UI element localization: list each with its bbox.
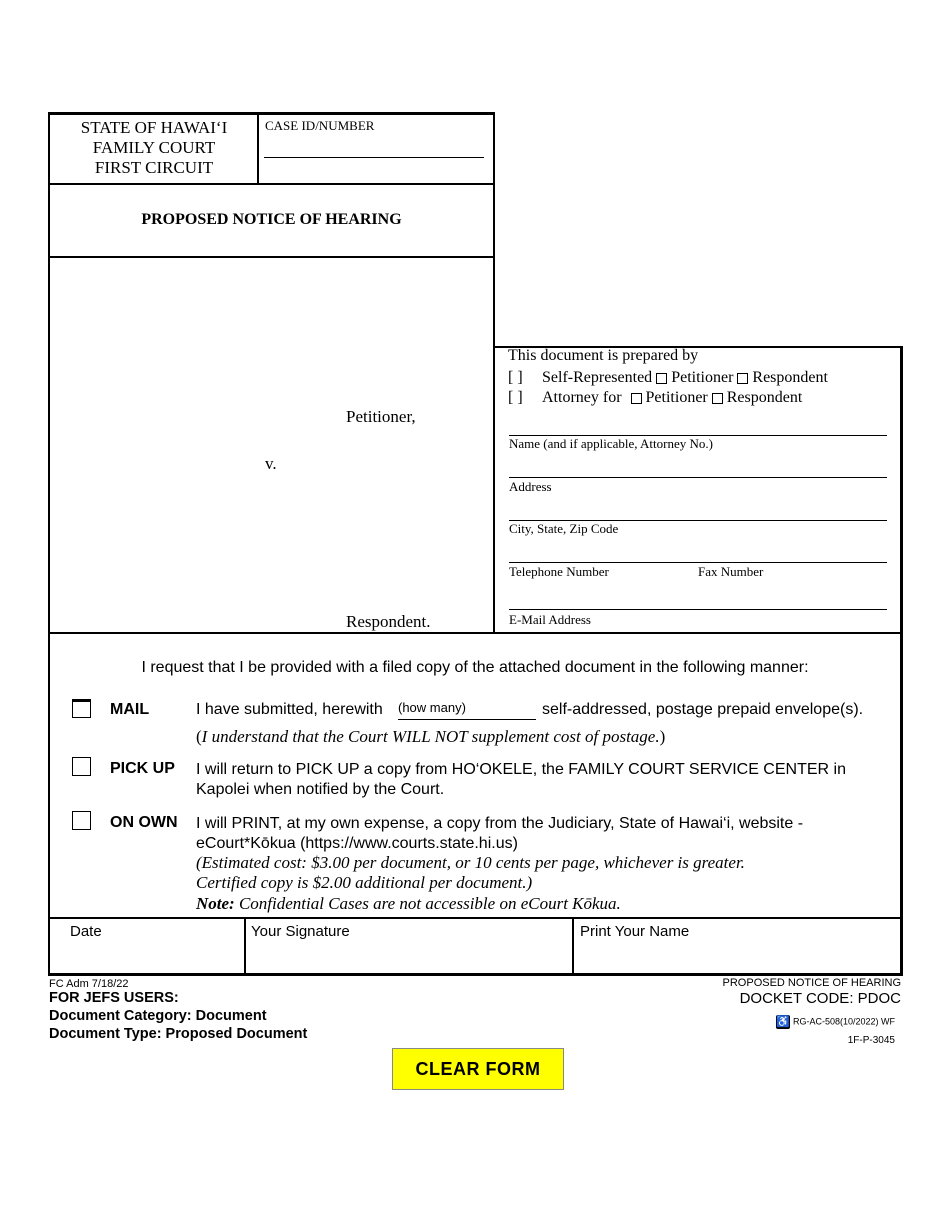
header-top-border bbox=[48, 112, 495, 115]
signature-input[interactable] bbox=[249, 942, 569, 970]
address-underline bbox=[509, 477, 887, 478]
mail-note-close: ) bbox=[659, 727, 666, 746]
document-title: PROPOSED NOTICE OF HEARING bbox=[141, 211, 402, 228]
signature-top-border bbox=[48, 917, 903, 919]
print-name-input[interactable] bbox=[577, 942, 897, 970]
court-name bbox=[50, 118, 258, 178]
date-label: Date bbox=[70, 923, 102, 940]
pickup-text bbox=[196, 760, 846, 800]
own-cost-line-2: Certified copy is $2.00 additional per document.) bbox=[196, 873, 533, 892]
self-represented-checkbox[interactable]: [ ] bbox=[508, 369, 523, 386]
prepared-by-title: This document is prepared by bbox=[508, 347, 699, 364]
city-label: City, State, Zip Code bbox=[509, 521, 619, 536]
own-checkbox[interactable] bbox=[72, 811, 91, 830]
attorney-respondent-label: Respondent bbox=[726, 389, 803, 406]
request-top-border bbox=[48, 632, 903, 634]
self-respondent-label: Respondent bbox=[752, 369, 828, 386]
own-confidential-note bbox=[196, 894, 621, 914]
ada-code-block bbox=[776, 1015, 895, 1029]
case-id-input[interactable] bbox=[265, 138, 483, 156]
pickup-line-2: Kapolei when notified by the Court. bbox=[196, 781, 445, 798]
own-note-label: Note: bbox=[196, 894, 235, 913]
address-label: Address bbox=[509, 479, 552, 494]
email-underline bbox=[509, 609, 887, 610]
signature-bottom-border bbox=[48, 973, 903, 976]
how-many-input[interactable]: (how many) bbox=[398, 700, 536, 720]
own-cost-line-1: (Estimated cost: $3.00 per document, or 10 cents per page, whichever is greater. bbox=[196, 853, 745, 872]
ada-code: RG-AC-508(10/2022) WF bbox=[792, 1016, 895, 1027]
petitioner-label: Petitioner, bbox=[346, 407, 416, 426]
footer-title: PROPOSED NOTICE OF HEARING bbox=[722, 977, 901, 989]
email-input[interactable] bbox=[509, 588, 887, 608]
form-id: FC Adm 7/18/22 bbox=[49, 978, 129, 990]
name-label: Name (and if applicable, Attorney No.) bbox=[509, 436, 713, 451]
self-petitioner-checkbox[interactable] bbox=[656, 373, 667, 384]
fax-label: Fax Number bbox=[698, 564, 764, 579]
attorney-petitioner-label: Petitioner bbox=[645, 389, 708, 406]
versus-label: v. bbox=[265, 454, 277, 473]
court-state: STATE OF HAWAI‘I bbox=[80, 118, 228, 137]
mail-note-open: ( bbox=[196, 727, 202, 746]
petitioner-name-field[interactable] bbox=[55, 265, 485, 395]
pickup-line-1: I will return to PICK UP a copy from HO‘OKELE, the FAMILY COURT SERVICE CENTER in bbox=[196, 761, 846, 778]
signature-divider-1 bbox=[244, 917, 246, 975]
name-input[interactable] bbox=[509, 414, 887, 434]
signature-label: Your Signature bbox=[251, 923, 350, 940]
phone-underline bbox=[509, 562, 887, 563]
court-circuit: FIRST CIRCUIT bbox=[94, 158, 214, 177]
respondent-name-field[interactable] bbox=[55, 480, 485, 605]
title-bottom-border bbox=[48, 256, 495, 258]
request-left-border bbox=[48, 632, 50, 976]
mail-checkbox[interactable] bbox=[72, 699, 91, 718]
attorney-petitioner-checkbox[interactable] bbox=[631, 393, 642, 404]
attorney-checkbox[interactable]: [ ] bbox=[508, 389, 523, 406]
own-line-2: eCourt*Kōkua (https://www.courts.state.hi.us) bbox=[196, 835, 518, 852]
city-input[interactable] bbox=[509, 499, 887, 519]
mail-text-after: self-addressed, postage prepaid envelope(s). bbox=[542, 701, 864, 718]
fax-input[interactable] bbox=[697, 541, 887, 561]
self-petitioner-label: Petitioner bbox=[671, 369, 734, 386]
jefs-category: Document Category: Document bbox=[49, 1008, 267, 1024]
pickup-label: PICK UP bbox=[110, 760, 175, 777]
signature-divider-2 bbox=[572, 917, 574, 975]
own-line-1: I will PRINT, at my own expense, a copy from the Judiciary, State of Hawai‘i, website - bbox=[196, 815, 804, 832]
respondent-label: Respondent. bbox=[346, 612, 431, 631]
mail-note-text: I understand that the Court WILL NOT supplement cost of postage. bbox=[201, 727, 660, 746]
telephone-label: Telephone Number bbox=[509, 564, 609, 579]
docket-code: DOCKET CODE: PDOC bbox=[739, 990, 901, 1007]
address-input[interactable] bbox=[509, 456, 887, 476]
header-bottom-border bbox=[48, 183, 495, 185]
own-note-text: Confidential Cases are not accessible on eCourt Kōkua. bbox=[238, 894, 621, 913]
attorney-row bbox=[508, 389, 802, 407]
mail-postage-note bbox=[196, 727, 665, 747]
date-input[interactable] bbox=[52, 942, 242, 970]
self-represented-label: Self-Represented bbox=[542, 369, 653, 386]
attorney-respondent-checkbox[interactable] bbox=[712, 393, 723, 404]
caption-left-border bbox=[48, 112, 50, 633]
case-id-underline bbox=[264, 157, 484, 158]
wheelchair-icon: ♿ bbox=[776, 1016, 790, 1028]
mail-label: MAIL bbox=[110, 701, 150, 718]
self-respondent-checkbox[interactable] bbox=[737, 373, 748, 384]
self-represented-row bbox=[508, 369, 828, 387]
telephone-input[interactable] bbox=[509, 541, 689, 561]
mail-text-before: I have submitted, herewith bbox=[196, 701, 383, 718]
form-number: 1F-P-3045 bbox=[847, 1035, 895, 1046]
own-label: ON OWN bbox=[110, 814, 178, 831]
pickup-checkbox[interactable] bbox=[72, 757, 91, 776]
clear-form-button[interactable]: CLEAR FORM bbox=[392, 1048, 564, 1090]
jefs-block bbox=[49, 989, 307, 1043]
email-label: E-Mail Address bbox=[509, 612, 591, 627]
jefs-title: FOR JEFS USERS: bbox=[49, 990, 179, 1006]
case-id-label: CASE ID/NUMBER bbox=[265, 118, 375, 133]
right-outer-border bbox=[900, 346, 903, 976]
own-text bbox=[196, 814, 803, 854]
jefs-type: Document Type: Proposed Document bbox=[49, 1026, 308, 1042]
request-statement: I request that I be provided with a filed copy of the attached document in the following manner: bbox=[141, 659, 809, 676]
print-name-label: Print Your Name bbox=[580, 923, 690, 940]
own-cost-note bbox=[196, 853, 745, 893]
court-type: FAMILY COURT bbox=[92, 138, 216, 157]
attorney-for-label: Attorney for bbox=[542, 389, 622, 406]
caption-right-border bbox=[493, 112, 495, 633]
